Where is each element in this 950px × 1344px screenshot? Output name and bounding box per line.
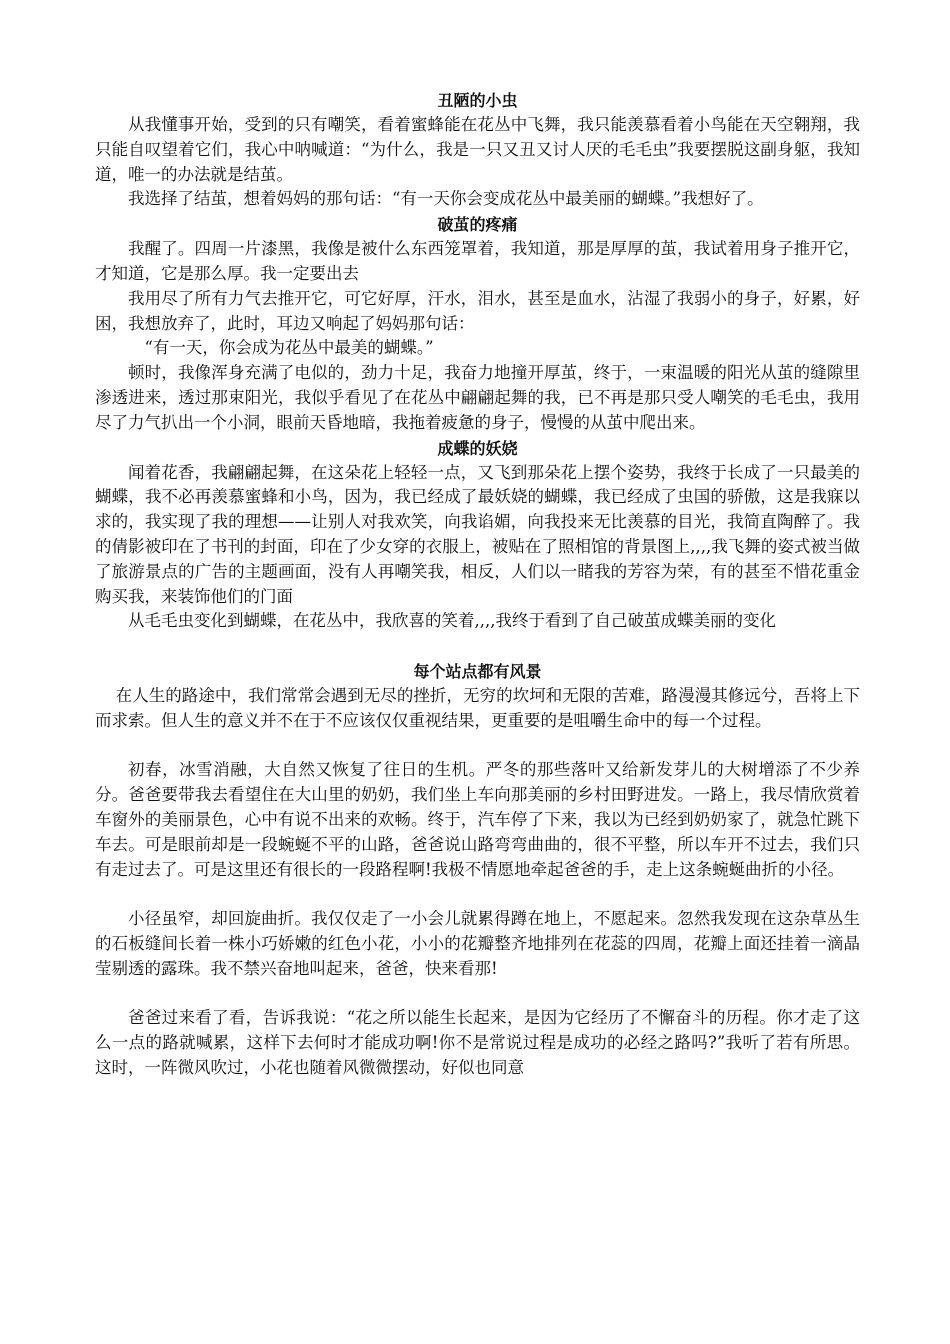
section-title: 破茧的疼痛 [437, 215, 518, 235]
paragraph: 我醒了。四周一片漆黑，我像是被什么东西笼罩着，我知道，那是厚厚的茧，我试着用身子推开它，才知道，它是那么厚。我一定要出去 [95, 239, 860, 283]
section-title: 每个站点都有风景 [413, 661, 542, 681]
section-every-station [95, 659, 860, 1081]
section-title: 成蝶的妖娆 [437, 438, 518, 458]
spacer [95, 634, 860, 659]
document-page [95, 88, 860, 1081]
paragraph: 从我懂事开始，受到的只有嘲笑，看着蜜蜂能在花丛中飞舞，我只能羡慕看着小鸟能在天空翱翔，我只能自叹望着它们，我心中呐喊道：“为什么，我是一只又丑又讨人厌的毛毛虫”我要摆脱这副身躯，我知道，唯一的办法就是结茧。 [95, 115, 860, 184]
section-butterfly-beauty [95, 436, 860, 635]
paragraph: 在人生的路途中，我们常常会遇到无尽的挫折，无穷的坎坷和无限的苦难，路漫漫其修远兮，吾将上下而求索。但人生的意义并不在于不应该仅仅重视结果，更重要的是咀嚼生命中的每一个过程。 [95, 685, 860, 730]
section-cocoon-pain [95, 212, 860, 435]
paragraph: 小径虽窄，却回旋曲折。我仅仅走了一小会儿就累得蹲在地上，不愿起来。忽然我发现在这杂草丛生的石板缝间长着一株小巧娇嫩的红色小花，小小的花瓣整齐地排列在花蕊的四周，花瓣上面还挂着一滴晶莹剔透的露珠。我不禁兴奋地叫起来，爸爸，快来看那! [95, 909, 860, 978]
paragraph: 闻着花香，我翩翩起舞，在这朵花上轻轻一点，又飞到那朵花上摆个姿势，我终于长成了一只最美的蝴蝶，我不必再羡慕蜜蜂和小鸟，因为，我已经成了最妖娆的蝴蝶，我已经成了虫国的骄傲，这是我寐以求的，我实现了我的理想——让别人对我欢笑，向我谄媚，向我投来无比羡慕的目光，我简直陶醉了。我的倩影被印在了书刊的封面，印在了少女穿的衣服上，被贴在了照相馆的背景图上,,,,我飞舞的姿式被当做了旅游景点的广告的主题画面，没有人再嘲笑我，相反，人们以一睹我的芳容为荣，有的甚至不惜花重金购买我，来装饰他们的门面 [95, 462, 860, 606]
section-title: 丑陋的小虫 [437, 91, 518, 110]
quote-paragraph: “有一天，你会成为花丛中最美的蝴蝶。” [144, 338, 434, 358]
paragraph: 爸爸过来看了看，告诉我说：“花之所以能生长起来，是因为它经历了不懈奋斗的历程。你才走了这么一点的路就喊累，这样下去何时才能成功啊!你不是常说过程是成功的必经之路吗?”我听了若有所思。这时，一阵微风吹过，小花也随着风微微摆动，好似也同意 [95, 1008, 860, 1077]
spacer [95, 982, 860, 1007]
spacer [95, 734, 860, 759]
spacer [95, 882, 860, 907]
paragraph: 顿时，我像浑身充满了电似的，劲力十足，我奋力地撞开厚茧，终于，一束温暖的阳光从茧的缝隙里渗透进来，透过那束阳光，我似乎看见了在花丛中翩翩起舞的我，已不再是那只受人嘲笑的毛毛虫，我用尽了力气扒出一个小洞，眼前天昏地暗，我拖着疲惫的身子，慢慢的从茧中爬出来。 [95, 363, 860, 432]
paragraph: 我选择了结茧，想着妈妈的那句话：“有一天你会变成花丛中最美丽的蝴蝶。”我想好了。 [128, 189, 764, 209]
paragraph: 从毛毛虫变化到蝴蝶，在花丛中，我欣喜的笑着,,,,我终于看到了自己破茧成蝶美丽的变化 [128, 611, 776, 631]
paragraph: 我用尽了所有力气去推开它，可它好厚，汗水，泪水，甚至是血水，沾湿了我弱小的身子，好累，好困，我想放弃了，此时，耳边又响起了妈妈那句话： [95, 288, 860, 333]
section-ugly-bug [95, 88, 860, 212]
paragraph: 初春，冰雪消融，大自然又恢复了往日的生机。严冬的那些落叶又给新发芽儿的大树增添了不少养分。爸爸要带我去看望住在大山里的奶奶，我们坐上车向那美丽的乡村田野进发。一路上，我尽情欣赏着车窗外的美丽景色，心中有说不出来的欢畅。终于，汽车停了下来，我以为已经到奶奶家了，就急忙跳下车去。可是眼前却是一段蜿蜒不平的山路，爸爸说山路弯弯曲曲的，很不平整，所以车开不过去，我们只有走过去了。可是这里还有很长的一段路程啊!我极不情愿地牵起爸爸的手，走上这条蜿蜒曲折的小径。 [95, 760, 860, 879]
